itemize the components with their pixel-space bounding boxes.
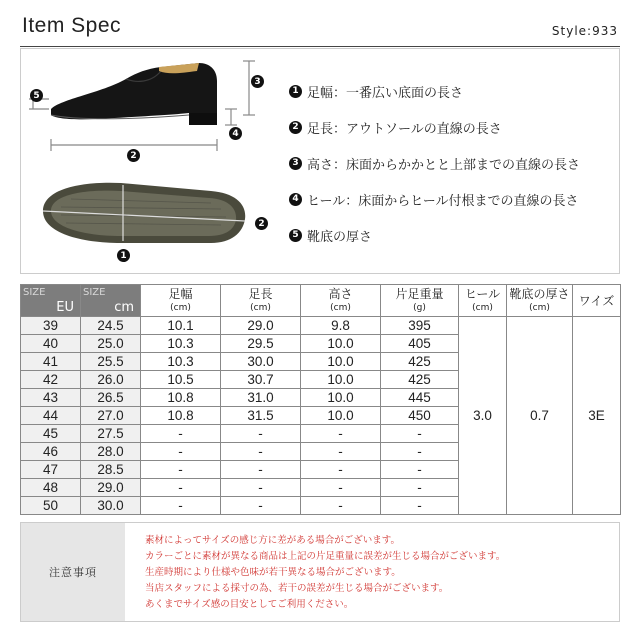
- note-line: カラーごとに素材が異なる商品は上記の片足重量に誤差が生じる場合がございます。: [145, 551, 506, 562]
- marker-4-icon: 4: [229, 127, 242, 140]
- cell-width: -: [141, 443, 221, 461]
- cell-height: 10.0: [301, 389, 381, 407]
- legend-item-height: [289, 145, 580, 181]
- cell-weight: 405: [381, 335, 459, 353]
- cell-size-eu: 48: [21, 479, 81, 497]
- legend-text: 足長：アウトソールの直線の長さ: [307, 121, 502, 137]
- header-size-cm: SIZE cm: [81, 285, 141, 317]
- cell-size-eu: 45: [21, 425, 81, 443]
- cell-height: 10.0: [301, 335, 381, 353]
- cell-wise: 3E: [573, 317, 621, 515]
- cell-size-eu: 44: [21, 407, 81, 425]
- cell-height: -: [301, 497, 381, 515]
- cell-length: -: [221, 425, 301, 443]
- cell-size-cm: 28.0: [81, 443, 141, 461]
- marker-5-icon: 5: [30, 89, 43, 102]
- header-height: 高さ (cm): [301, 285, 381, 317]
- marker-1-icon: 1: [289, 85, 302, 98]
- cell-size-eu: 43: [21, 389, 81, 407]
- cell-size-cm: 25.0: [81, 335, 141, 353]
- cell-length: 31.5: [221, 407, 301, 425]
- marker-2-icon: 2: [289, 121, 302, 134]
- cell-size-cm: 25.5: [81, 353, 141, 371]
- style-code: Style:933: [551, 24, 618, 38]
- cell-size-cm: 28.5: [81, 461, 141, 479]
- header-width: 足幅 (cm): [141, 285, 221, 317]
- cell-height: -: [301, 425, 381, 443]
- note-line: 当店スタッフによる採寸の為、若干の誤差が生じる場合がございます。: [145, 583, 449, 594]
- cell-weight: -: [381, 461, 459, 479]
- cell-weight: 425: [381, 353, 459, 371]
- legend-item-sole-thickness: [289, 217, 580, 253]
- marker-2-icon: 2: [127, 149, 140, 162]
- cell-width: 10.3: [141, 353, 221, 371]
- legend-item-width: [289, 73, 580, 109]
- cell-weight: 425: [381, 371, 459, 389]
- notes-body: [145, 533, 505, 613]
- cell-height: 9.8: [301, 317, 381, 335]
- cell-size-eu: 50: [21, 497, 81, 515]
- legend-text: 足幅：一番広い底面の長さ: [307, 85, 464, 101]
- cell-size-cm: 26.5: [81, 389, 141, 407]
- cell-size-eu: 46: [21, 443, 81, 461]
- header-length: 足長 (cm): [221, 285, 301, 317]
- note-line: 素材によってサイズの感じ方に差がある場合がございます。: [145, 535, 400, 546]
- cell-size-eu: 39: [21, 317, 81, 335]
- cell-weight: 445: [381, 389, 459, 407]
- cell-weight: -: [381, 479, 459, 497]
- cell-length: 31.0: [221, 389, 301, 407]
- cell-height: -: [301, 479, 381, 497]
- cell-width: -: [141, 425, 221, 443]
- cell-size-cm: 30.0: [81, 497, 141, 515]
- notes-panel: [20, 522, 620, 622]
- marker-1-icon: 1: [117, 249, 130, 262]
- legend-item-length: [289, 109, 580, 145]
- table-header-row: [21, 285, 621, 317]
- shoe-illustration: [21, 49, 283, 275]
- cell-size-eu: 40: [21, 335, 81, 353]
- cell-height: 10.0: [301, 407, 381, 425]
- note-line: あくまでサイズ感の目安としてご利用ください。: [145, 599, 354, 610]
- cell-heel: 3.0: [459, 317, 507, 515]
- marker-5-icon: 5: [289, 229, 302, 242]
- shoe-figure: [21, 49, 283, 275]
- cell-weight: 450: [381, 407, 459, 425]
- header-heel: ヒール (cm): [459, 285, 507, 317]
- cell-size-cm: 24.5: [81, 317, 141, 335]
- marker-4-icon: 4: [289, 193, 302, 206]
- cell-width: 10.3: [141, 335, 221, 353]
- legend-item-heel: [289, 181, 580, 217]
- measurement-legend: [289, 73, 580, 253]
- header-size-eu: SIZE EU: [21, 285, 81, 317]
- notes-label: 注意事項: [21, 523, 125, 621]
- cell-width: -: [141, 497, 221, 515]
- spec-panel: [20, 48, 620, 274]
- title-divider: [20, 46, 620, 47]
- cell-length: -: [221, 461, 301, 479]
- cell-height: -: [301, 461, 381, 479]
- header-weight: 片足重量 (g): [381, 285, 459, 317]
- cell-weight: 395: [381, 317, 459, 335]
- marker-2b-icon: 2: [255, 217, 268, 230]
- cell-width: -: [141, 479, 221, 497]
- cell-length: 29.5: [221, 335, 301, 353]
- cell-length: 29.0: [221, 317, 301, 335]
- cell-weight: -: [381, 425, 459, 443]
- page-title: Item Spec: [22, 14, 122, 37]
- cell-length: -: [221, 443, 301, 461]
- cell-sole-thickness: 0.7: [507, 317, 573, 515]
- cell-length: -: [221, 497, 301, 515]
- table-row: [21, 317, 621, 335]
- marker-3-icon: 3: [251, 75, 264, 88]
- marker-3-icon: 3: [289, 157, 302, 170]
- cell-length: 30.0: [221, 353, 301, 371]
- header-wise: ワイズ: [573, 285, 621, 317]
- cell-size-cm: 27.5: [81, 425, 141, 443]
- legend-text: 靴底の厚さ: [307, 229, 373, 245]
- cell-width: 10.8: [141, 389, 221, 407]
- header-sole-thickness: 靴底の厚さ (cm): [507, 285, 573, 317]
- cell-size-eu: 47: [21, 461, 81, 479]
- cell-size-eu: 42: [21, 371, 81, 389]
- cell-weight: -: [381, 443, 459, 461]
- cell-size-cm: 26.0: [81, 371, 141, 389]
- cell-width: 10.1: [141, 317, 221, 335]
- cell-length: -: [221, 479, 301, 497]
- legend-text: 高さ：床面からかかとと上部までの直線の長さ: [307, 157, 581, 173]
- legend-text: ヒール：床面からヒール付根までの直線の長さ: [307, 193, 579, 209]
- cell-height: 10.0: [301, 371, 381, 389]
- cell-width: -: [141, 461, 221, 479]
- shoe-side-view: [51, 63, 217, 125]
- cell-length: 30.7: [221, 371, 301, 389]
- size-table: [20, 284, 621, 515]
- note-line: 生産時期により仕様や色味が若干異なる場合がございます。: [145, 567, 401, 578]
- cell-width: 10.8: [141, 407, 221, 425]
- cell-size-eu: 41: [21, 353, 81, 371]
- cell-width: 10.5: [141, 371, 221, 389]
- cell-size-cm: 27.0: [81, 407, 141, 425]
- cell-size-cm: 29.0: [81, 479, 141, 497]
- cell-height: 10.0: [301, 353, 381, 371]
- cell-weight: -: [381, 497, 459, 515]
- cell-height: -: [301, 443, 381, 461]
